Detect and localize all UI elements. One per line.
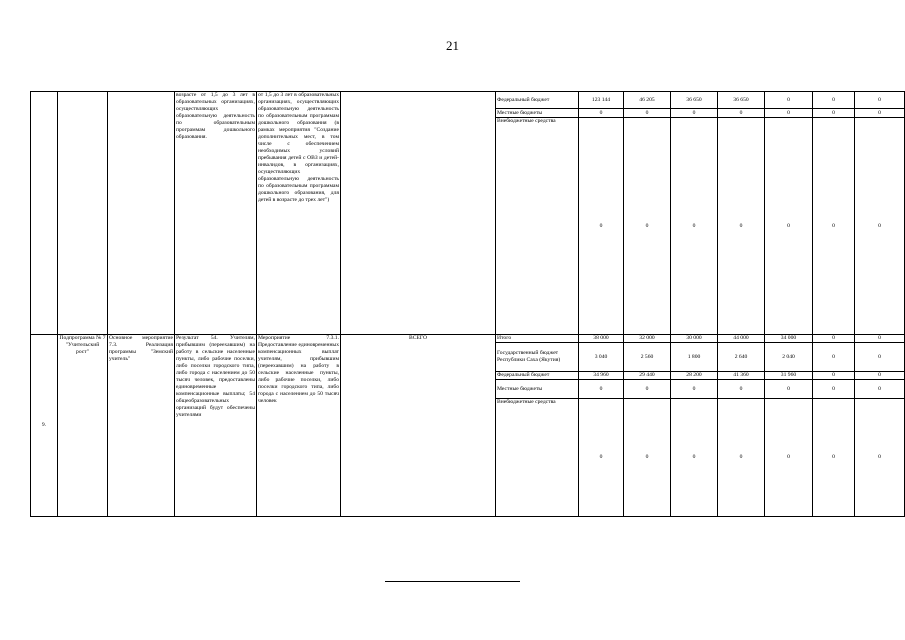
- value-cell: 0: [765, 92, 813, 109]
- value-cell: 44 000: [718, 335, 765, 343]
- main-event-cell: Основное мероприятие 7.3. Реализация программы "Земский учитель": [108, 335, 175, 517]
- value-cell: 0: [855, 399, 905, 517]
- value-cell: 0: [718, 109, 765, 118]
- source-cell: Внебюджетные средства: [496, 399, 579, 517]
- value-cell: 32 000: [624, 335, 671, 343]
- value-cell: 0: [718, 380, 765, 399]
- value-cell: 0: [855, 372, 905, 380]
- number-cell: [31, 92, 58, 335]
- value-cell: 46 205: [624, 92, 671, 109]
- value-cell: 36 650: [671, 92, 718, 109]
- value-cell: 0: [671, 380, 718, 399]
- value-cell: 0: [624, 109, 671, 118]
- value-cell: 2 040: [765, 343, 813, 372]
- value-cell: 41 360: [718, 372, 765, 380]
- result-cell: возрасте от 1,5 до 3 лет в образовательных организациях, осуществляющих образовательную деятельность по образовательным программам дошкольного образования.: [175, 92, 257, 335]
- value-cell: 0: [765, 109, 813, 118]
- value-cell: 123 144: [579, 92, 624, 109]
- executor-cell: ВСЕГО: [341, 335, 496, 517]
- value-cell: 0: [765, 118, 813, 335]
- row-number-cell: 9.: [31, 335, 58, 517]
- value-cell: 0: [765, 399, 813, 517]
- value-cell: 0: [765, 380, 813, 399]
- value-cell: 0: [671, 118, 718, 335]
- event-cell: от 1,5 до 3 лет в образовательных организациях, осуществляющих образовательную деятельность по образовательным программам дошкольного образования (в рамках мероприятия "Создание дополнительных мест, в том числе с обеспечением необходимых условий пребывания детей с ОВЗ и детей-инвалидов, в организациях, осуществляющих образовательную деятельность по образовательным программам дошкольного образования, для детей в возрасте до трех лет"): [257, 92, 341, 335]
- value-cell: 0: [624, 118, 671, 335]
- source-cell: Государственный бюджет Республики Саха (Якутия): [496, 343, 579, 372]
- value-cell: 0: [855, 343, 905, 372]
- value-cell: 31 960: [765, 372, 813, 380]
- value-cell: 0: [579, 109, 624, 118]
- result-cell: Результат 54. Учителям, прибывшим (переехавшим) на работу в сельские населенные пункты, либо рабочие поселки, либо поселки городского типа, либо города с населением до 50 тысяч человек, предоставлены единовременные компенсационные выплаты; 54 общеобразовательных организаций будут обеспечены учителями: [175, 335, 257, 517]
- value-cell: 0: [813, 372, 855, 380]
- table-row: [31, 335, 905, 343]
- value-cell: 1 800: [671, 343, 718, 372]
- value-cell: 0: [813, 109, 855, 118]
- value-cell: 28 200: [671, 372, 718, 380]
- value-cell: 34 000: [765, 335, 813, 343]
- event-cell: Мероприятие 7.3.1. Предоставление единовременных компенсационных выплат учителям, прибывшим (переехавшим) на работу в сельские населенные пункты, либо рабочие поселки, либо поселки городского типа, либо города с населением до 50 тысяч человек: [257, 335, 341, 517]
- value-cell: 34 960: [579, 372, 624, 380]
- value-cell: 0: [579, 380, 624, 399]
- page-number: 21: [446, 38, 459, 53]
- value-cell: 0: [813, 118, 855, 335]
- value-cell: 0: [624, 399, 671, 517]
- value-cell: 0: [813, 399, 855, 517]
- value-cell: 0: [671, 399, 718, 517]
- value-cell: 0: [855, 109, 905, 118]
- value-cell: 2 560: [624, 343, 671, 372]
- value-cell: 0: [813, 380, 855, 399]
- value-cell: 0: [813, 343, 855, 372]
- value-cell: 38 000: [579, 335, 624, 343]
- value-cell: 2 640: [718, 343, 765, 372]
- source-cell: Федеральный бюджет: [496, 372, 579, 380]
- value-cell: 0: [718, 399, 765, 517]
- value-cell: 0: [813, 92, 855, 109]
- subprogram-cell: [58, 92, 108, 335]
- value-cell: 0: [671, 109, 718, 118]
- program-table: [30, 91, 905, 517]
- value-cell: 0: [855, 380, 905, 399]
- source-cell: Местные бюджеты: [496, 109, 579, 118]
- value-cell: 3 040: [579, 343, 624, 372]
- value-cell: 0: [624, 380, 671, 399]
- table-row: [31, 92, 905, 109]
- value-cell: 0: [579, 399, 624, 517]
- value-cell: 0: [855, 335, 905, 343]
- value-cell: 29 440: [624, 372, 671, 380]
- value-cell: 0: [718, 118, 765, 335]
- main-event-cell: [108, 92, 175, 335]
- source-cell: Федеральный бюджет: [496, 92, 579, 109]
- value-cell: 0: [855, 118, 905, 335]
- value-cell: 0: [813, 335, 855, 343]
- value-cell: 0: [855, 92, 905, 109]
- source-cell: Внебюджетные средства: [496, 118, 579, 335]
- value-cell: 36 650: [718, 92, 765, 109]
- source-cell: Итого: [496, 335, 579, 343]
- value-cell: 0: [579, 118, 624, 335]
- source-cell: Местные бюджеты: [496, 380, 579, 399]
- value-cell: 30 000: [671, 335, 718, 343]
- executor-cell: [341, 92, 496, 335]
- footnote-separator: [385, 581, 520, 582]
- subprogram-cell: Подпрограмма № 7 "Учительский рост": [58, 335, 108, 517]
